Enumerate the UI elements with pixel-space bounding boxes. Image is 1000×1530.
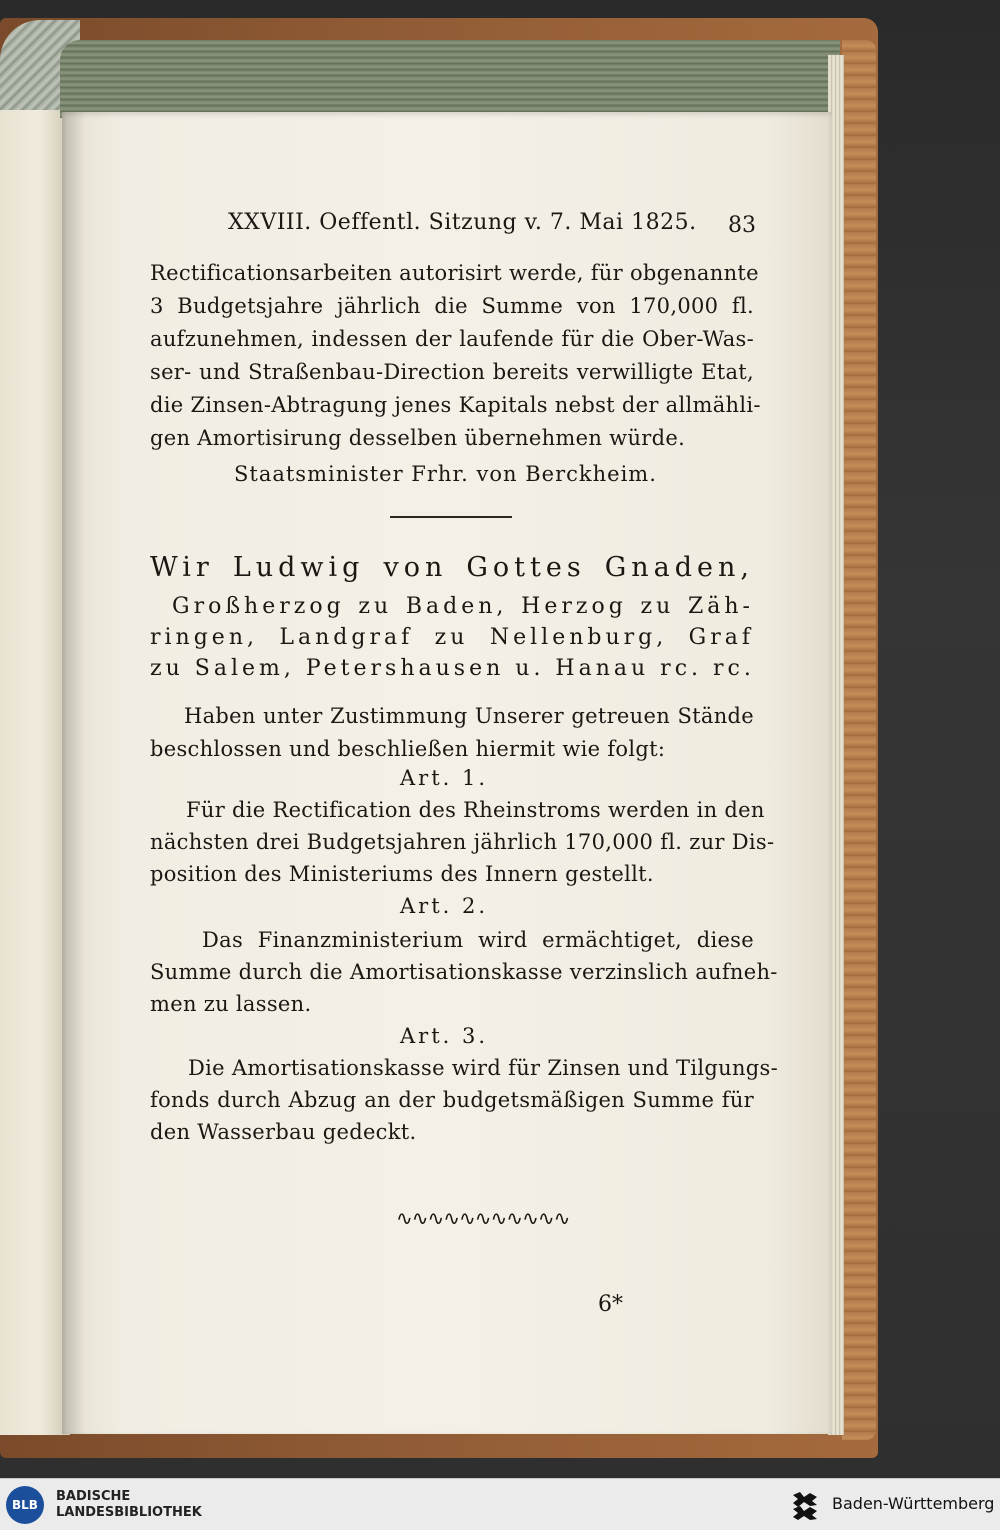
text-line: den Wasserbau gedeckt. bbox=[150, 1120, 417, 1144]
blb-name[interactable] bbox=[56, 1489, 202, 1521]
text-line: Das Finanzministerium wird ermächtiget, diese bbox=[202, 928, 754, 952]
text-line: fonds durch Abzug an der budgetsmäßigen Summe für bbox=[150, 1088, 754, 1112]
text-line: ser- und Straßenbau-Direction bereits verwilligte Etat, bbox=[150, 360, 754, 384]
left-page-edge bbox=[0, 110, 70, 1435]
text-line: gen Amortisirung desselben übernehmen würde. bbox=[150, 426, 686, 450]
text-line: die Zinsen-Abtragung jenes Kapitals nebst der allmähli- bbox=[150, 393, 761, 417]
running-header: XXVIII. Oeffentl. Sitzung v. 7. Mai 1825. bbox=[228, 210, 697, 235]
article-heading: Art. 2. bbox=[400, 894, 489, 918]
text-line: Summe durch die Amortisationskasse verzinslich aufneh- bbox=[150, 960, 778, 984]
text-line: Die Amortisationskasse wird für Zinsen und Tilgungs- bbox=[188, 1056, 778, 1080]
article-heading: Art. 3. bbox=[400, 1024, 489, 1048]
text-line: Rectificationsarbeiten autorisirt werde, für obgenannte bbox=[150, 261, 759, 285]
end-ornament: ∿∿∿∿∿∿∿∿∿∿∿ bbox=[396, 1206, 570, 1230]
footer-bar bbox=[0, 1478, 1000, 1530]
decree-title-line: Wir Ludwig von Gottes Gnaden, bbox=[150, 552, 754, 583]
page-number: 83 bbox=[728, 213, 756, 238]
page-stack-top bbox=[60, 40, 840, 118]
book-cover-edge bbox=[842, 40, 876, 1440]
decree-title-line: zu Salem, Petershausen u. Hanau rc. rc. bbox=[150, 656, 755, 681]
page-gutter-shadow bbox=[62, 112, 86, 1434]
text-line: men zu lassen. bbox=[150, 992, 312, 1016]
signature-line: Staatsminister Frhr. von Berckheim. bbox=[234, 462, 657, 486]
baden-wuerttemberg-label[interactable]: Baden-Württemberg bbox=[832, 1494, 995, 1513]
signature-mark: 6* bbox=[598, 1292, 623, 1317]
text-line: Haben unter Zustimmung Unserer getreuen Stände bbox=[184, 704, 754, 728]
decree-title-line: ringen, Landgraf zu Nellenburg, Graf bbox=[150, 625, 754, 650]
section-divider bbox=[390, 516, 512, 518]
text-line: position des Ministeriums des Innern gestellt. bbox=[150, 862, 654, 886]
blb-logo-icon[interactable]: BLB bbox=[6, 1486, 44, 1524]
article-heading: Art. 1. bbox=[400, 766, 489, 790]
blb-line1: BADISCHE bbox=[56, 1489, 131, 1504]
blb-line2: LANDESBIBLIOTHEK bbox=[56, 1505, 202, 1520]
text-line: Für die Rectification des Rheinstroms werden in den bbox=[186, 798, 765, 822]
text-line: aufzunehmen, indessen der laufende für die Ober-Was- bbox=[150, 327, 754, 351]
text-line: nächsten drei Budgetsjahren jährlich 170,000 fl. zur Dis- bbox=[150, 830, 775, 854]
text-line: beschlossen und beschließen hiermit wie folgt: bbox=[150, 737, 666, 761]
decree-title-line: Großherzog zu Baden, Herzog zu Zäh- bbox=[172, 594, 754, 619]
baden-wuerttemberg-lion-icon bbox=[790, 1489, 820, 1521]
text-line: 3 Budgetsjahre jährlich die Summe von 170,000 fl. bbox=[150, 294, 754, 318]
